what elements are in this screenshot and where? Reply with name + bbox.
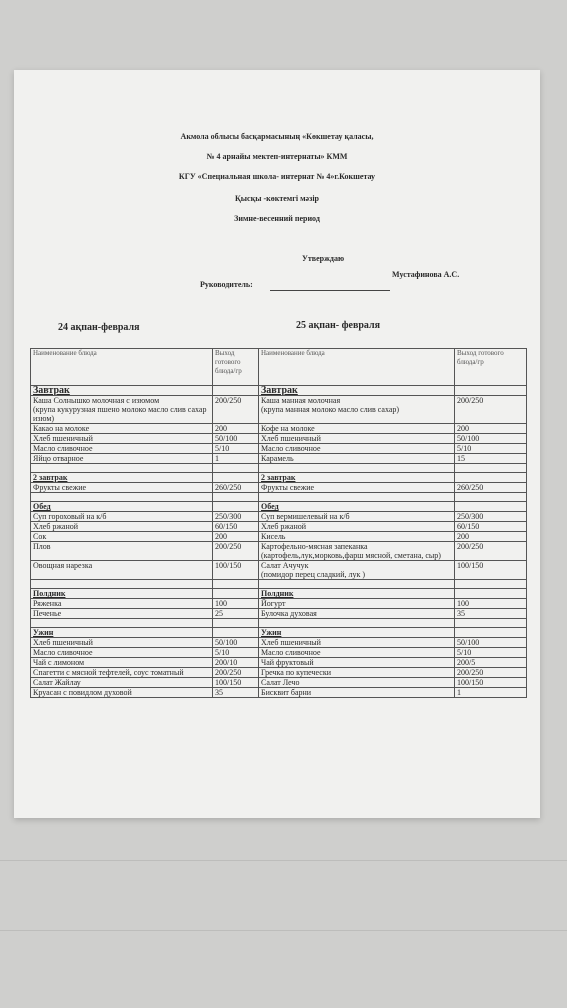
dish-output: 100/150 [213, 678, 259, 688]
empty-cell [213, 589, 259, 599]
empty-cell [455, 473, 527, 483]
dish-name: Чай фруктовый [259, 658, 455, 668]
dish-name: Картофельно-мясная запеканка (картофель,лук,морковь,фарш мясной, сметана, сыр) [259, 542, 455, 561]
dish-output: 25 [213, 609, 259, 619]
dish-output: 50/100 [213, 638, 259, 648]
dish-output: 5/10 [213, 444, 259, 454]
dish-output: 35 [455, 609, 527, 619]
dish-output: 100 [213, 599, 259, 609]
empty-cell [455, 619, 527, 628]
dish-name: Хлеб ржаной [259, 522, 455, 532]
table-row [31, 678, 527, 688]
dish-name: Карамель [259, 454, 455, 464]
meal-section-row [31, 502, 527, 512]
dish-name: Круасан с повидлом духовой [31, 688, 213, 698]
table-row [31, 609, 527, 619]
dish-output: 200 [455, 532, 527, 542]
empty-cell [259, 493, 455, 502]
table-row [31, 512, 527, 522]
dish-name: Какао на молоке [31, 424, 213, 434]
table-header-row [31, 349, 527, 386]
meal-section-row [31, 386, 527, 396]
empty-cell [213, 619, 259, 628]
dish-output: 200/250 [455, 396, 527, 424]
table-row [31, 668, 527, 678]
dish-name: Ряженка [31, 599, 213, 609]
dish-output: 1 [455, 688, 527, 698]
meal-section-row [31, 473, 527, 483]
dish-output: 5/10 [213, 648, 259, 658]
empty-cell [31, 619, 213, 628]
dish-name: Масло сливочное [259, 648, 455, 658]
dish-name: Кофе на молоке [259, 424, 455, 434]
approve-label: Утверждаю [302, 254, 345, 263]
day-title-1: 24 ақпан-февраля [58, 322, 140, 333]
dish-name: Спагетти с мясной тефтелей, соус томатный [31, 668, 213, 678]
dish-output: 200/250 [455, 668, 527, 678]
empty-cell [213, 502, 259, 512]
meal-section-title: Обед [31, 502, 213, 512]
dish-name: Кисель [259, 532, 455, 542]
dish-name: Хлеб пшеничный [259, 638, 455, 648]
dish-output: 15 [455, 454, 527, 464]
meal-section-title: Ужин [259, 628, 455, 638]
dish-output: 5/10 [455, 444, 527, 454]
dish-output: 260/250 [213, 483, 259, 493]
director-name: Мустафинова А.С. [392, 270, 460, 279]
dish-output: 35 [213, 688, 259, 698]
dish-output: 200 [213, 532, 259, 542]
dish-name: Хлеб пшеничный [31, 434, 213, 444]
empty-cell [31, 493, 213, 502]
empty-cell [31, 464, 213, 473]
table-row [31, 561, 527, 580]
table-row [31, 454, 527, 464]
dish-name: Каша манная молочная (крупа манная молоко масло слив сахар) [259, 396, 455, 424]
dish-name: Фрукты свежие [259, 483, 455, 493]
dish-name: Салат Ачучук (помидор перец сладкий, лук ) [259, 561, 455, 580]
dish-output: 250/300 [213, 512, 259, 522]
menu-table [30, 348, 527, 698]
table-row [31, 522, 527, 532]
empty-cell [455, 628, 527, 638]
dish-name: Масло сливочное [259, 444, 455, 454]
floor-seam [0, 860, 567, 861]
dish-name: Хлеб ржаной [31, 522, 213, 532]
dish-output: 200/5 [455, 658, 527, 668]
meal-section-title: Полдник [259, 589, 455, 599]
meal-section-title: 2 завтрак [31, 473, 213, 483]
empty-cell [31, 580, 213, 589]
meal-section-title: Ужин [31, 628, 213, 638]
header-line-4: Қысқы -көктемгі мәзір [234, 194, 319, 203]
column-header-dish: Наименование блюда [259, 349, 455, 386]
dish-name: Йогурт [259, 599, 455, 609]
table-row [31, 396, 527, 424]
header-line-1: Акмола облысы басқармасының «Көкшетау қаласы, [180, 132, 374, 141]
table-row [31, 444, 527, 454]
empty-cell [455, 493, 527, 502]
meal-section-row [31, 628, 527, 638]
dish-name: Суп вермишелевый на к/б [259, 512, 455, 522]
dish-name: Плов [31, 542, 213, 561]
dish-output: 200/250 [213, 668, 259, 678]
header-line-2: № 4 арнайы мектеп-интернаты» КММ [206, 152, 348, 161]
dish-output: 100/150 [455, 561, 527, 580]
empty-cell [213, 493, 259, 502]
dish-name: Масло сливочное [31, 444, 213, 454]
empty-cell [455, 589, 527, 599]
dish-name: Масло сливочное [31, 648, 213, 658]
dish-name: Яйцо отварное [31, 454, 213, 464]
dish-name: Хлеб пшеничный [31, 638, 213, 648]
meal-section-title: 2 завтрак [259, 473, 455, 483]
empty-cell [259, 619, 455, 628]
dish-output: 100/150 [455, 678, 527, 688]
dish-name: Сок [31, 532, 213, 542]
dish-output: 200/10 [213, 658, 259, 668]
table-row [31, 483, 527, 493]
empty-cell [213, 464, 259, 473]
table-row [31, 424, 527, 434]
empty-cell [455, 464, 527, 473]
dish-name: Суп гороховый на к/б [31, 512, 213, 522]
dish-output: 100 [455, 599, 527, 609]
table-row [31, 648, 527, 658]
dish-name: Бисквит барни [259, 688, 455, 698]
dish-name: Хлеб пшеничный [259, 434, 455, 444]
table-row [31, 532, 527, 542]
floor-seam [0, 930, 567, 931]
empty-cell [213, 580, 259, 589]
dish-name: Салат Жайлау [31, 678, 213, 688]
dish-output: 200 [213, 424, 259, 434]
column-header-output: Выход готового блюда/гр [455, 349, 527, 386]
dish-output: 1 [213, 454, 259, 464]
column-header-dish: Наименование блюда [31, 349, 213, 386]
dish-output: 50/100 [455, 434, 527, 444]
dish-output: 100/150 [213, 561, 259, 580]
meal-section-title: Завтрак [259, 386, 455, 396]
dish-name: Булочка духовая [259, 609, 455, 619]
empty-cell [455, 386, 527, 396]
empty-cell [213, 628, 259, 638]
empty-cell [259, 580, 455, 589]
dish-output: 60/150 [455, 522, 527, 532]
blank-row [31, 493, 527, 502]
dish-name: Каша Солнышко молочная с изюмом (крупа кукурузная пшено молоко масло слив сахар изюм) [31, 396, 213, 424]
blank-row [31, 464, 527, 473]
dish-output: 200/250 [213, 542, 259, 561]
director-label: Руководитель: [200, 280, 253, 289]
signature-line [270, 290, 390, 291]
dish-output: 200 [455, 424, 527, 434]
dish-output: 50/100 [213, 434, 259, 444]
blank-row [31, 580, 527, 589]
meal-section-title: Завтрак [31, 386, 213, 396]
dish-output: 250/300 [455, 512, 527, 522]
table-row [31, 434, 527, 444]
dish-output: 50/100 [455, 638, 527, 648]
table-row [31, 658, 527, 668]
header-line-3: КГУ «Специальная школа- интернат № 4»г.Кокшетау [178, 172, 376, 181]
empty-cell [213, 386, 259, 396]
dish-name: Печенье [31, 609, 213, 619]
column-header-output: Выход готового блюда/гр [213, 349, 259, 386]
table-row [31, 599, 527, 609]
dish-output: 5/10 [455, 648, 527, 658]
table-row [31, 638, 527, 648]
dish-name: Фрукты свежие [31, 483, 213, 493]
meal-section-title: Полдник [31, 589, 213, 599]
empty-cell [259, 464, 455, 473]
dish-output: 60/150 [213, 522, 259, 532]
meal-section-title: Обед [259, 502, 455, 512]
empty-cell [455, 502, 527, 512]
empty-cell [213, 473, 259, 483]
table-row [31, 688, 527, 698]
empty-cell [455, 580, 527, 589]
dish-name: Салат Лечо [259, 678, 455, 688]
day-title-2: 25 ақпан- февраля [296, 320, 381, 331]
blank-row [31, 619, 527, 628]
header-line-5: Зимне-весенний период [234, 214, 320, 223]
dish-name: Гречка по купечески [259, 668, 455, 678]
dish-name: Овощная нарезка [31, 561, 213, 580]
table-row [31, 542, 527, 561]
menu-document [14, 70, 540, 818]
dish-output: 200/250 [455, 542, 527, 561]
dish-output: 200/250 [213, 396, 259, 424]
dish-output: 260/250 [455, 483, 527, 493]
meal-section-row [31, 589, 527, 599]
dish-name: Чай с лимоном [31, 658, 213, 668]
